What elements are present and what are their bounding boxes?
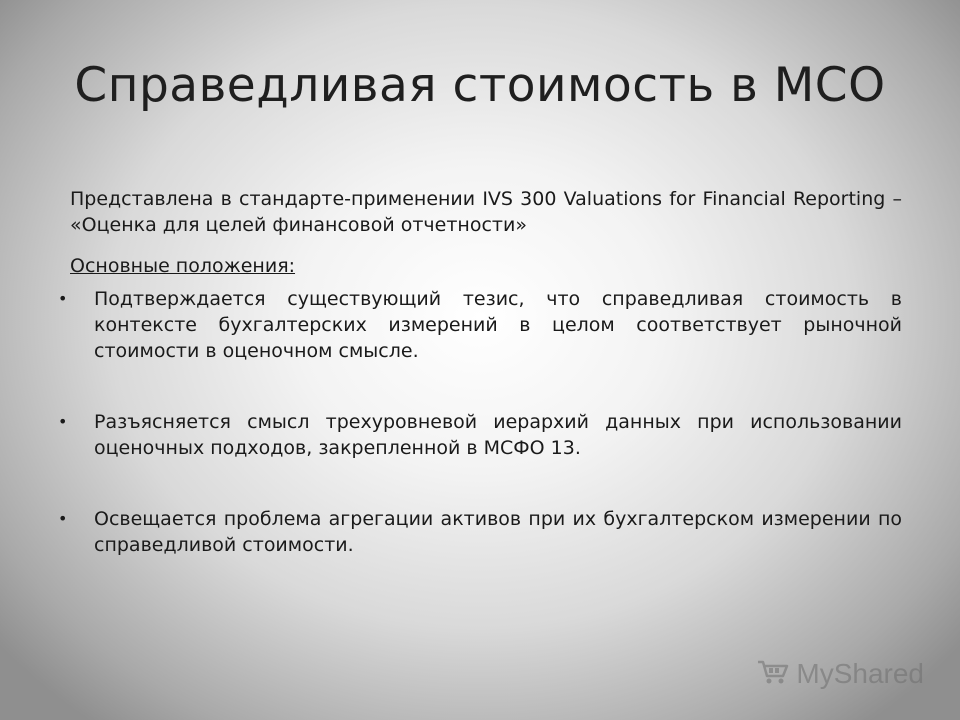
bullet-list xyxy=(58,286,902,603)
intro-paragraph: Представлена в стандарте-применении IVS 300 Valuations for Financial Reporting – «Оценка для целей финансовой отчетности» xyxy=(70,188,902,236)
bullet-dot-icon: • xyxy=(58,289,68,308)
bullet-text: Освещается проблема агрегации активов при их бухгалтерском измерении по справедливой стоимости. xyxy=(94,508,902,556)
slide-title: Справедливая стоимость в МСО xyxy=(74,58,886,113)
bullet-text: Разъясняется смысл трехуровневой иерархий данных при использовании оценочных подходов, закрепленной в МСФО 13. xyxy=(94,411,902,459)
cart-icon xyxy=(756,658,790,690)
bullet-item xyxy=(58,409,902,461)
bullet-item xyxy=(58,506,902,558)
watermark-text: MyShared xyxy=(796,658,924,689)
bullet-dot-icon: • xyxy=(58,509,68,528)
bullet-dot-icon: • xyxy=(58,412,68,431)
bullet-text: Подтверждается существующий тезис, что справедливая стоимость в контексте бухгалтерских измерений в целом соответствует рыночной стоимости в оценочном смысле. xyxy=(94,288,902,362)
bullet-item xyxy=(58,286,902,364)
subheading: Основные положения: xyxy=(70,255,296,277)
watermark-logo xyxy=(756,658,924,690)
